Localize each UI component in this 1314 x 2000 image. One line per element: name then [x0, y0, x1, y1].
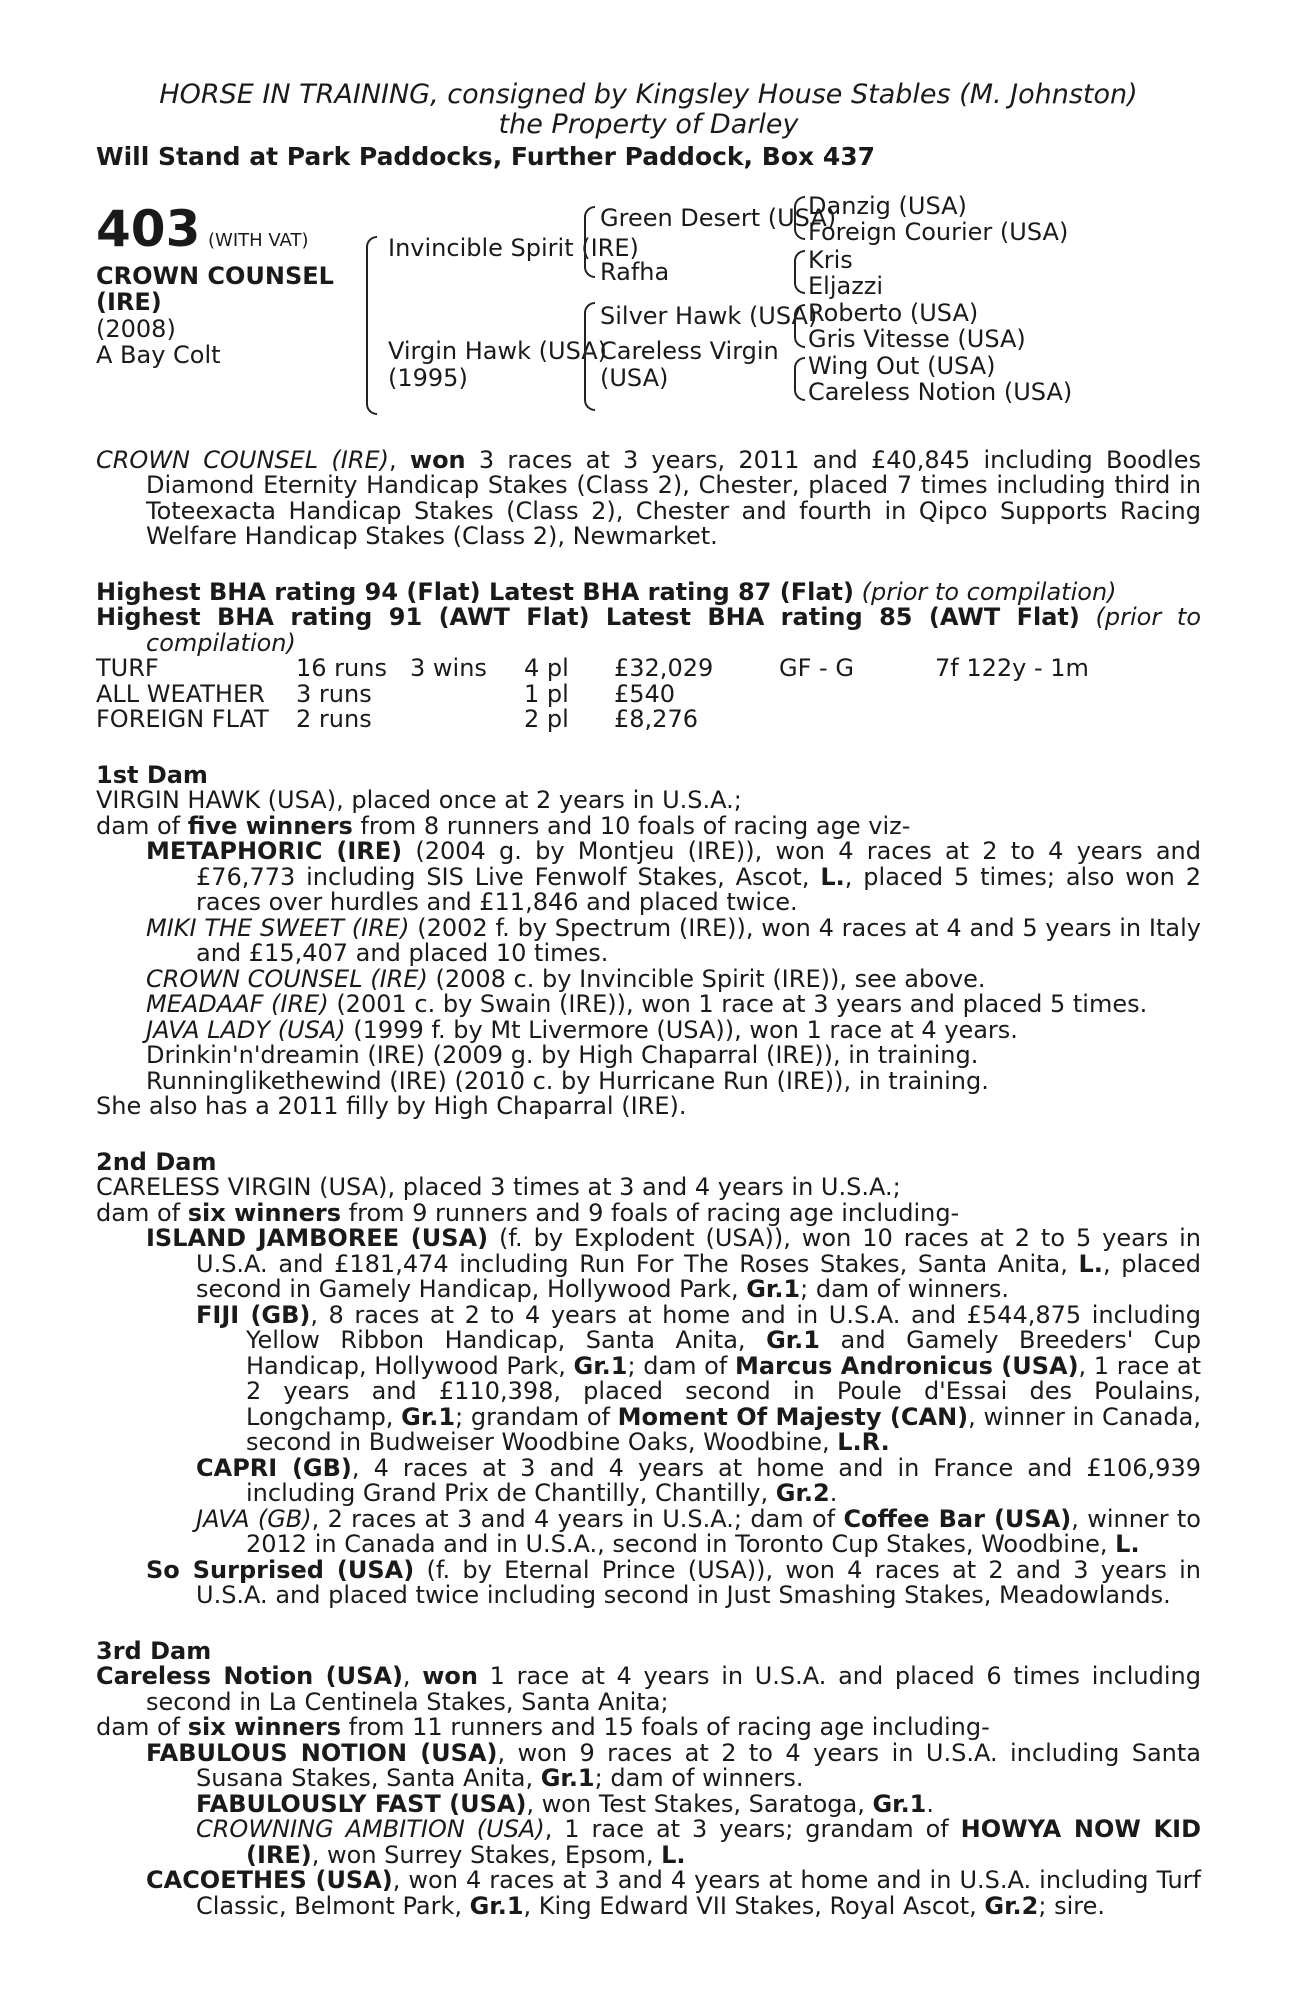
first-dam-section — [96, 760, 1202, 1120]
dam1-e7: Runninglikethewind (IRE) (2010 c. by Hurricane Run (IRE)), in training. — [146, 1066, 989, 1095]
brace-gen3-1 — [794, 196, 805, 240]
section-title: 2nd Dam — [96, 1147, 217, 1176]
catalogue-page — [96, 80, 1201, 1919]
dam2-java-L: L. — [1115, 1530, 1140, 1558]
dam3-fab-name: FABULOUS NOTION (USA) — [146, 1738, 498, 1767]
dam1-e6: Drinkin'n'dreamin (IRE) (2009 g. by High Chaparral (IRE)), in training. — [146, 1041, 979, 1069]
dam1-e4-name: MEADAAF (IRE) — [146, 990, 329, 1018]
dam2-island-text1: (f. by Explodent (USA)), won 10 races at 2 to 5 years in U.S.A. and £181,474 including Run For The Roses Stakes, Santa Anita, — [196, 1224, 1202, 1278]
stats-1-runs: 3 runs — [296, 679, 372, 708]
dam2-java-text2: , winner to 2012 in Canada and in U.S.A., second in Toronto Cup Stakes, Woodbine, — [246, 1504, 1201, 1558]
dam2-dam-of-a: dam of — [96, 1198, 188, 1227]
dam2-fiji-text4: , 1 race at 2 years and £110,398, placed second in Poule d'Essai des Poulains, Longchamp, — [246, 1351, 1202, 1431]
dam2-island-text3: ; dam of winners. — [800, 1275, 1010, 1303]
dam1-intro: VIRGIN HAWK (USA), placed once at 2 years in U.S.A.; — [96, 786, 742, 814]
dam-dam-suffix: (USA) — [600, 363, 669, 392]
dam3-fast-name: FABULOUSLY FAST (USA) — [196, 1789, 527, 1818]
summary-name: CROWN COUNSEL (IRE) — [96, 445, 390, 474]
stats-1-going — [779, 682, 935, 708]
dam3-fast-text: , won Test Stakes, Saratoga, — [526, 1789, 873, 1818]
dam3-fast-end: . — [926, 1789, 935, 1818]
pedigree-table — [96, 191, 1201, 434]
stats-2-pl: 2 pl — [524, 705, 569, 733]
stats-1-prize: £540 — [614, 679, 676, 708]
dam2-capri-gr2: Gr.2 — [775, 1479, 830, 1507]
dam-sire: Silver Hawk (USA) — [600, 301, 818, 330]
dam2-island-name: ISLAND JAMBOREE (USA) — [146, 1224, 489, 1252]
stat-type: ALL WEATHER — [96, 679, 265, 708]
dam2-island-gr1: Gr.1 — [746, 1275, 801, 1303]
lot-heading — [96, 199, 309, 258]
dam1-e3-text: (2008 c. by Invincible Spirit (IRE)), see above. — [427, 964, 986, 993]
stand-location: Will Stand at Park Paddocks, Further Paddock, Box 437 — [96, 142, 876, 171]
stat-type: FOREIGN FLAT — [96, 705, 269, 733]
stats-2-going — [779, 707, 935, 733]
stats-2-wins — [410, 707, 524, 733]
dam2-fiji-text5: ; grandam of — [455, 1402, 618, 1431]
dam1-e2-text: (2002 f. by Spectrum (IRE)), won 4 races at 4 and 5 years in Italy and £15,407 and placed 10 times. — [196, 913, 1201, 967]
dam3-fab-gr1: Gr.1 — [540, 1764, 595, 1792]
second-dam-section — [96, 1147, 1202, 1609]
dam-year: (1995) — [388, 363, 468, 392]
dam3-dam-of-a: dam of — [96, 1713, 188, 1741]
dam1-e1-text: (2004 g. by Montjeu (IRE)), won 4 races at 2 to 4 years and £76,773 including SIS Live Fenwolf Stakes, Ascot, — [196, 837, 1202, 891]
brace-dam-line — [584, 302, 595, 411]
dam-dam: Careless Virgin — [600, 336, 779, 365]
summary-text: 3 races at 3 years, 2011 and £40,845 including Boodles Diamond Eternity Handicap Stakes (Class 2), Chester, placed 7 times including third in Toteexacta Handicap Stakes (Class 2), Chester and fourth in Qipco Supports Racing Welfare Handicap Stakes (Class 2), Newmarket. — [146, 445, 1201, 550]
stats-1-pl: 1 pl — [524, 679, 569, 708]
dam2-fiji-moment: Moment Of Majesty (CAN) — [617, 1402, 969, 1431]
dam1-e2-name: MIKI THE SWEET (IRE) — [146, 913, 410, 942]
dam2-fiji-gr1c: Gr.1 — [401, 1402, 456, 1431]
dam2-island-text2: , placed second in Gamely Handicap, Hollywood Park, — [196, 1249, 1202, 1303]
brace-gen3-4 — [794, 357, 805, 401]
dam3-dam-of-c: from 11 runners and 15 foals of racing age including- — [341, 1713, 990, 1741]
dam1-e5-text: (1999 f. by Mt Livermore (USA)), won 1 race at 4 years. — [345, 1015, 1018, 1044]
dam1-dam-of-b: five winners — [187, 811, 353, 840]
horse-suffix: (IRE) — [96, 287, 162, 316]
stats-0-pl: 4 pl — [524, 654, 569, 682]
horse-description: A Bay Colt — [96, 340, 221, 369]
sire-sire-sire: Danzig (USA) — [808, 191, 967, 220]
dam2-fiji-text2: and Gamely Breeders' Cup Handicap, Hollywood Park, — [246, 1326, 1201, 1380]
sire-sire: Green Desert (USA) — [600, 203, 837, 232]
stats-0-runs: 16 runs — [296, 654, 387, 682]
dam-sire-sire: Roberto (USA) — [808, 298, 979, 327]
sire-dam-sire: Kris — [808, 245, 853, 274]
sire-sire-dam: Foreign Courier (USA) — [808, 217, 1069, 246]
dam1-e1-name: METAPHORIC (IRE) — [146, 837, 403, 865]
vat-note: (WITH VAT) — [208, 229, 309, 251]
dam3-crown-text: , 1 race at 3 years; grandam of — [544, 1815, 961, 1843]
dam2-fiji-text3: ; dam of — [627, 1351, 735, 1380]
dam1-dam-of-c: from 8 runners and 10 foals of racing age viz- — [352, 811, 911, 840]
dam3-crown-text2: , won Surrey Stakes, Epsom, — [311, 1840, 662, 1869]
dam2-intro: CARELESS VIRGIN (USA), placed 3 times at 3 and 4 years in U.S.A.; — [96, 1173, 901, 1201]
dam3-cac-text2: , King Edward VII Stakes, Royal Ascot, — [523, 1891, 985, 1920]
dam2-fiji-gr1b: Gr.1 — [573, 1351, 628, 1380]
dam3-cac-text3: ; sire. — [1038, 1891, 1105, 1920]
dam1-also: She also has a 2011 filly by High Chaparral (IRE). — [96, 1092, 687, 1120]
dam2-dam-of-c: from 9 runners and 9 foals of racing age including- — [341, 1198, 960, 1227]
dam2-so-text: (f. by Eternal Prince (USA)), won 4 races at 2 and 3 years in U.S.A. and placed twice including second in Just Smashing Stakes, Meadowlands. — [196, 1555, 1201, 1609]
dam2-java-text1: , 2 races at 3 and 4 years in U.S.A.; dam of — [311, 1504, 844, 1533]
dam2-fiji-gr1a: Gr.1 — [766, 1326, 820, 1354]
stats-0-prize: £32,029 — [614, 654, 714, 682]
horse-name: CROWN COUNSEL — [96, 261, 334, 290]
stats-2-prize: £8,276 — [614, 705, 698, 733]
race-record-table — [96, 656, 1201, 733]
dam2-fiji-text1: , 8 races at 2 to 4 years at home and in U.S.A. and £544,875 including Yellow Ribbon Handicap, Santa Anita, — [246, 1300, 1202, 1354]
dam-sire-dam: Gris Vitesse (USA) — [808, 324, 1026, 353]
dam2-java-name: JAVA (GB) — [196, 1504, 312, 1533]
dam3-crown-name: CROWNING AMBITION (USA) — [196, 1815, 545, 1843]
third-dam-section: 3rd Dam Careless Notion (USA), won 1 race at 4 years in U.S.A. and placed 6 times including second in La Centinela Stakes, Santa Anita; dam of six winners from 11 runners and 15 foals of racing age including- FABULOUS NOTION (USA), won 9 races at 2 to 4 years in U.S.A. including Santa Susana Stakes, Santa Anita, Gr.1; dam of winners. FABULOUSLY FAST (USA), won Test Stakes, Saratoga, Gr.1. CROWNING AMBITION (USA), 1 race at 3 years; grandam of HOWYA NOW KID (IRE), won Surrey Stakes, Epsom, L. CACOETHES (USA), won 4 races at 3 and 4 years at home and in U.S.A. including Turf Classic, Belmont Park, Gr.1, King Edward VII Stakes, Royal Ascot, Gr.2; sire. — [96, 1636, 1202, 1920]
stats-2-runs: 2 runs — [296, 705, 372, 733]
summary-won: won — [409, 445, 466, 474]
brace-sire-line — [584, 206, 595, 278]
dam3-cac-gr2: Gr.2 — [984, 1891, 1039, 1920]
brace-gen3-3 — [794, 304, 805, 348]
dam3-fast-gr1: Gr.1 — [872, 1789, 927, 1818]
dam: Virgin Hawk (USA) — [388, 336, 608, 365]
dam3-fab-text1: , won 9 races at 2 to 4 years in U.S.A. including Santa Susana Stakes, Santa Anita, — [196, 1738, 1201, 1792]
stats-1-wins — [410, 682, 524, 708]
dam3-won: won — [422, 1662, 478, 1690]
property-line: the Property of Darley — [498, 109, 799, 140]
dam2-fiji-name: FIJI (GB) — [196, 1300, 311, 1329]
brace-gen3-2 — [794, 250, 805, 294]
dam2-fiji-marcus: Marcus Andronicus (USA) — [734, 1351, 1079, 1380]
dam2-capri-text2: . — [829, 1479, 838, 1507]
ratings-line2-bold: Highest BHA rating 91 (AWT Flat) Latest BHA rating 85 (AWT Flat) — [96, 603, 1080, 631]
stats-1-dist — [935, 682, 1135, 708]
ratings-line1-italic: (prior to compilation) — [861, 577, 1117, 606]
dam3-cac-text1: , won 4 races at 3 and 4 years at home and in U.S.A. including Turf Classic, Belmont Park, — [196, 1866, 1202, 1920]
dam2-capri-name: CAPRI (GB) — [196, 1453, 352, 1482]
dam2-dam-of-b: six winners — [187, 1198, 342, 1227]
dam-dam-sire: Wing Out (USA) — [808, 351, 996, 380]
dam2-fiji-lr: L.R. — [837, 1428, 890, 1456]
dam1-dam-of-a: dam of — [96, 811, 188, 840]
stats-0-wins: 3 wins — [410, 654, 487, 682]
dam-dam-dam: Careless Notion (USA) — [808, 377, 1073, 406]
dam3-cac-name: CACOETHES (USA) — [146, 1866, 393, 1894]
ratings-line2-italic: (prior to compilation) — [146, 603, 1201, 657]
dam3-howya: HOWYA NOW KID (IRE) — [246, 1815, 1201, 1869]
section-title: 3rd Dam — [96, 1636, 212, 1665]
dam2-so-name: So Surprised (USA) — [146, 1555, 415, 1584]
dam3-dam-of-b: six winners — [187, 1713, 342, 1741]
dam3-crown-L: L. — [661, 1840, 686, 1869]
sire: Invincible Spirit (IRE) — [388, 233, 639, 262]
dam1-e4-text: (2001 c. by Swain (IRE)), won 1 race at 3 years and placed 5 times. — [328, 990, 1148, 1018]
ratings-block — [96, 577, 1201, 657]
dam2-java-coffee: Coffee Bar (USA) — [843, 1504, 1072, 1533]
dam3-name: Careless Notion (USA) — [96, 1662, 403, 1690]
dam1-e1-L: L. — [820, 862, 845, 891]
dam1-e5-name: JAVA LADY (USA) — [146, 1015, 346, 1044]
race-summary: CROWN COUNSEL (IRE), won 3 races at 3 years, 2011 and £40,845 including Boodles Diamond Eternity Handicap Stakes (Class 2), Chester, placed 7 times including third in Toteexacta Handicap Stakes (Class 2), Chester and fourth in Qipco Supports Racing Welfare Handicap Stakes (Class 2), Newmarket. — [96, 445, 1201, 550]
stats-0-dist: 7f 122y - 1m — [935, 654, 1089, 682]
brace-parents — [366, 236, 377, 415]
foaling-year: (2008) — [96, 314, 176, 343]
sire-dam: Rafha — [600, 257, 670, 286]
sire-dam-dam: Eljazzi — [808, 271, 884, 300]
dam2-capri-text1: , 4 races at 3 and 4 years at home and in France and £106,939 including Grand Prix de Chantilly, Chantilly, — [246, 1453, 1201, 1507]
dam3-text1: 1 race at 4 years in U.S.A. and placed 6 times including second in La Centinela Stakes, Santa Anita; — [146, 1662, 1201, 1716]
dam1-e3-name: CROWN COUNSEL (IRE) — [146, 964, 428, 993]
lot-number: 403 — [96, 199, 201, 258]
dam3-cac-gr1: Gr.1 — [469, 1891, 524, 1920]
dam3-fab-text2: ; dam of winners. — [594, 1764, 804, 1792]
stats-0-going: GF - G — [779, 654, 854, 682]
ratings-line1-bold: Highest BHA rating 94 (Flat) Latest BHA rating 87 (Flat) — [96, 577, 854, 606]
stats-2-dist — [935, 707, 1135, 733]
stat-type: TURF — [96, 654, 159, 682]
dam2-island-L: L. — [1078, 1249, 1103, 1278]
dam2-fiji-text6: , winner in Canada, second in Budweiser Woodbine Oaks, Woodbine, — [246, 1402, 1202, 1456]
section-title: 1st Dam — [96, 760, 208, 789]
dam1-e1-text2: , placed 5 times; also won 2 races over hurdles and £11,846 and placed twice. — [196, 862, 1201, 916]
consignor-line: HORSE IN TRAINING, consigned by Kingsley House Stables (M. Johnston) — [159, 79, 1138, 110]
